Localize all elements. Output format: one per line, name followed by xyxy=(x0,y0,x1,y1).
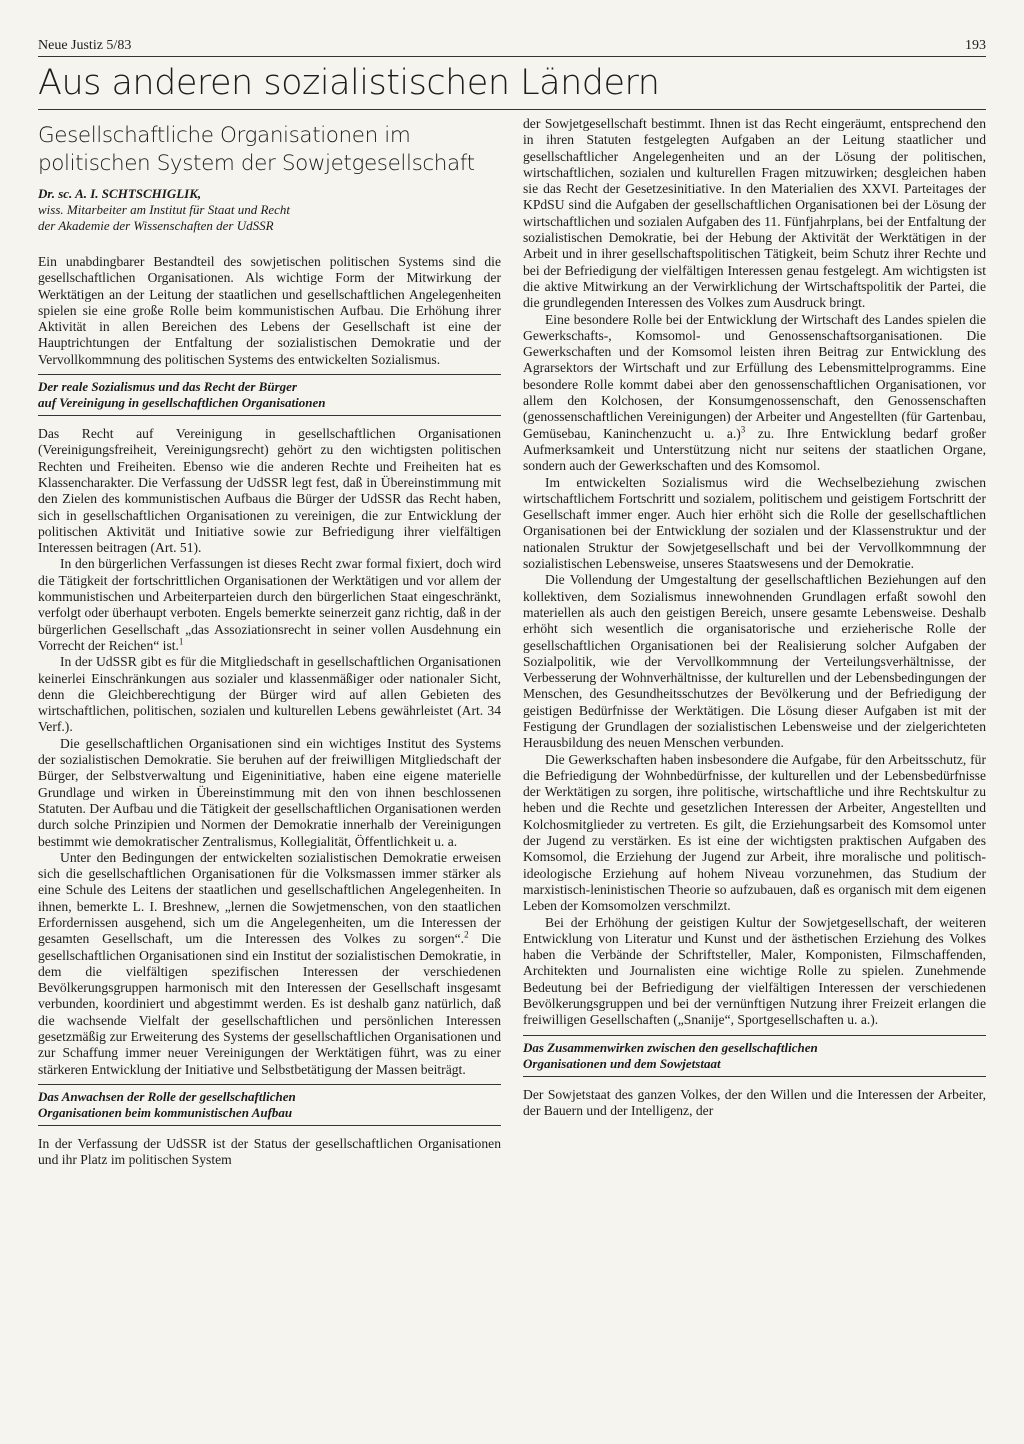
journal-issue: Neue Justiz 5/83 xyxy=(38,38,132,53)
document-page xyxy=(38,38,986,1430)
body-paragraph: Eine besondere Rolle bei der Entwicklung der Wirtschaft des Landes spielen die Gewerkschafts-, Komsomol- und Genossenschaftsorganisationen. Die Gewerkschaften und der Komsomol leisten ihren Beitrag zur Entwicklung des Agrarsektors der Wirtschaft und zur Erfüllung des Lebensmittelprogramms. Eine besondere Rolle kommt dabei aber den genossenschaftlichen Organisationen, vor allem den Kolchosen, der Konsumgenossenschaft, den Genossenschaften (genossenschaftlichen Vereinigungen) der Arbeiter und Angestellten (für Gartenbau, Gemüsebau, Kaninchenzucht u. a.)$^3$ zu. Ihre Entwicklung bedarf großer Aufmerksamkeit und Unterstützung nicht nur seitens der staatlichen Organe, sondern auch der Gewerkschaften und des Komsomol. xyxy=(523,311,986,474)
body-paragraph: Die Gewerkschaften haben insbesondere die Aufgabe, für den Arbeitsschutz, für die Befriedigung der Wohnbedürfnisse, der kulturellen und der Lebensbedürfnisse der Werktätigen zu sorgen, ihre politische, wirtschaftliche und ihre Rechtskultur zu heben und die Rechte und gesetzlichen Interessen der Arbeiter, Angestellten und Kolchosmitglieder zu vertreten. Es gilt, die Erziehungsarbeit des Komsomol unter der Jugend zu verstärken. Es ist eine der wichtigsten praktischen Aufgaben des Komsomol, die Erziehung der Jugend zur Arbeit, ihre moralische und politisch-ideologische Erziehung auf hohem Niveau vorzunehmen, das Studium der marxistisch-leninistischen Theorie so aufzubauen, daß es organisch mit dem eigenen Leben der Komsomolzen verschmilzt. xyxy=(523,751,986,914)
body-paragraph: Unter den Bedingungen der entwickelten sozialistischen Demokratie erweisen sich die gesellschaftlichen Organisationen für die Volksmassen immer stärker als eine Schule des Leitens der staatlichen und gesellschaftlichen Angelegenheiten. In ihnen, bemerkte L. I. Breshnew, „lernen die Sowjetmenschen, von den staatlichen Erfordernissen ausgehend, sich um die Angelegenheiten, um die Interessen der gesamten Gesellschaft, um die Interessen des Volkes zu sorgen“.$^2$ Die gesellschaftlichen Organisationen sind ein Institut der sozialistischen Demokratie, in dem die vielfältigen spezifischen Interessen der verschiedenen Bevölkerungsgruppen harmonisch mit den Interessen der Gesellschaft insgesamt verbunden, koordiniert und abgestimmt werden. Es ist deshalb ganz natürlich, daß die wachsende Vielfalt der gesellschaftlichen und persönlichen Interessen gesetzmäßig zur Erweiterung des Systems der gesellschaftlichen Organisationen und zur Schaffung immer neuer Vereinigungen der Werktätigen führt, was zu einer stärkeren Entwicklung der Initiative und Selbstbetätigung der Massen beiträgt. xyxy=(38,849,501,1077)
article-title xyxy=(38,122,501,178)
article-title-line: politischen System der Sowjetgesellschaft xyxy=(38,151,475,176)
body-paragraph: Bei der Erhöhung der geistigen Kultur der Sowjetgesellschaft, der weiteren Entwicklung von Literatur und Kunst und der ästhetischen Erziehung des Volkes haben die Verbände der Schriftsteller, Maler, Komponisten, Filmschaffenden, Architekten und Journalisten eine wichtige Rolle zu spielen. Zunehmende Bedeutung bei der Befriedigung der vielfältigen Interessen der verschiedenen Bevölkerungsgruppen und bei der vernünftigen Nutzung ihrer Freizeit erlangen die freiwilligen Gesellschaften („Snanije“, Sportgesellschaften u. a.). xyxy=(523,914,986,1028)
subheading-line: Der reale Sozialismus und das Recht der Bürger xyxy=(38,379,297,395)
subheading-line: Organisationen beim kommunistischen Aufbau xyxy=(38,1104,293,1120)
section-title: Aus anderen sozialistischen Ländern xyxy=(38,63,986,110)
subheading-line: Das Anwachsen der Rolle der gesellschaftlichen xyxy=(38,1088,296,1104)
footnote-ref: 1 xyxy=(178,636,184,647)
body-paragraph: In der UdSSR gibt es für die Mitgliedschaft in gesellschaftlichen Organisationen keinerlei Einschränkungen aus sozialer und klassenmäßiger oder nationaler Sicht, denn die Gleichberechtigung der Bürger wird auf allen Gebieten des wirtschaftlichen, politischen, sozialen und kulturellen Lebens gewährleistet (Art. 34 Verf.). xyxy=(38,654,501,735)
intro-paragraph: Ein unabdingbarer Bestandteil des sowjetischen politischen Systems sind die gesellschaftlichen Organisationen. Als wichtige Form der Mitwirkung der Werktätigen an der Leitung der staatlichen und gesellschaftlichen Angelegenheiten spielen sie eine große Rolle beim kommunistischen Aufbau. Die Erhöhung ihrer Aktivität in allen Bereichen des Lebens der Gesellschaft ist eine der Hauptrichtungen der Entfaltung der sozialistischen Demokratie und der Vervollkommnung des politischen Systems des entwickelten Sozialismus. xyxy=(38,254,501,367)
page-number: 193 xyxy=(965,38,986,53)
article-title-line: Gesellschaftliche Organisationen im xyxy=(38,123,411,148)
body-paragraph: Das Recht auf Vereinigung in gesellschaftlichen Organisationen (Vereinigungsfreiheit, Vereinigungsrecht) gehört zu den wichtigsten politischen Rechten und Freiheiten. Ebenso wie die anderen Rechte und Freiheiten hat es Klassencharakter. Die Verfassung der UdSSR legt fest, daß in Übereinstimmung mit den Zielen des kommunistischen Aufbaus die Bürger der UdSSR das Recht haben, sich in gesellschaftlichen Organisationen zu vereinigen, die zur Entwicklung der politischen Aktivität und Initiative sowie zur Befriedigung ihrer vielfältigen Interessen beitragen (Art. 51). xyxy=(38,426,501,556)
body-paragraph: Der Sowjetstaat des ganzen Volkes, der den Willen und die Interessen der Arbeiter, der Bauern und der Intelligenz, der xyxy=(523,1086,986,1118)
author-affiliation: wiss. Mitarbeiter am Institut für Staat und Recht xyxy=(38,202,291,217)
running-head xyxy=(38,38,986,57)
footnote-ref: 2 xyxy=(464,929,469,940)
author-block xyxy=(38,186,501,234)
body-paragraph: In der Verfassung der UdSSR ist der Status der gesellschaftlichen Organisationen und ihr Platz im politischen System xyxy=(38,1135,501,1168)
body-paragraph: der Sowjetgesellschaft bestimmt. Ihnen ist das Recht eingeräumt, entsprechend den in ihren Statuten festgelegten Aufgaben an der Leitung staatlicher und gesellschaftlicher Angelegenheiten und an der Lösung der politischen, wirtschaftlichen, sozialen und kulturellen Fragen mitzuwirken; desgleichen haben sie das Recht der Gesetzesinitiative. In den Materialien des XXVI. Parteitages der KPdSU sind die Aufgaben der gesellschaftlichen Organisationen bei der Lösung der wirtschaftlichen und sozialen Aufgaben des 11. Fünfjahrplans, bei der Entfaltung der sozialistischen Demokratie, bei der Hebung der Aktivität der Werktätigen in der Arbeit und in ihrer gesellschaftspolitischen Tätigkeit, beim Schutz ihrer Rechte und bei der Befriedigung der vielfältigen Interessen genau festgelegt. Am wichtigsten ist die aktive Mitwirkung an der Verwirklichung der Wirtschaftspolitik der Partei, die die grundlegenden Interessen des Volkes zum Ausdruck bringt. xyxy=(523,116,986,311)
right-column xyxy=(523,116,986,1169)
subheading xyxy=(38,374,501,416)
subheading xyxy=(523,1035,986,1077)
body-paragraph: Die gesellschaftlichen Organisationen sind ein wichtiges Institut des Systems der sozialistischen Demokratie. Sie beruhen auf der freiwilligen Mitgliedschaft der Bürger, der Selbstverwaltung und Eigeninitiative, haben eine eigene materielle Grundlage und wirken in Übereinstimmung mit den von ihnen beschlossenen Statuten. Der Aufbau und die Tätigkeit der gesellschaftlichen Organisationen werden durch solche Prinzipien und Normen der Demokratie innerhalb der Vereinigungen bestimmt wie demokratischer Zentralismus, Kollegialität, Öffentlichkeit u. a. xyxy=(38,735,501,849)
subheading-line: auf Vereinigung in gesellschaftlichen Organisationen xyxy=(38,395,326,411)
body-paragraph: In den bürgerlichen Verfassungen ist dieses Recht zwar formal fixiert, doch wird die Tätigkeit der fortschrittlichen Organisationen der Werktätigen und vor allem der kommunistischen und Arbeiterparteien durch den bürgerlichen Staat eingeschränkt, verfolgt oder überhaupt verboten. Engels bemerkte seinerzeit ganz richtig, daß in der bürgerlichen Gesellschaft „das Assoziationsrecht in seiner vollen Ausdehnung ein Vorrecht der Reichen“ ist.$^1$ xyxy=(38,556,501,653)
subheading-line: Organisationen und dem Sowjetstaat xyxy=(523,1055,721,1071)
footnote-ref: 3 xyxy=(740,424,746,435)
body-paragraph: Die Vollendung der Umgestaltung der gesellschaftlichen Beziehungen auf den kollektiven, dem Sozialismus innewohnenden Grundlagen erfaßt sowohl den materiellen als auch den geistigen Bereich, unsere gesamte Lebensweise. Deshalb erhöht sich wesentlich die organisatorische und erzieherische Rolle der gesellschaftlichen Organisationen bei der Realisierung solcher Aufgaben der Sozialpolitik, wie der Vervollkommnung der Verteilungsverhältnisse, der Verbesserung der Wohnverhältnisse, der kulturellen und der Lebensbedingungen der Menschen, des Gesundheitsschutzes der Bevölkerung und der Befriedigung der geistigen Bedürfnisse der Werktätigen. Die Lösung dieser Aufgaben ist mit der Festigung der Grundlagen der sozialistischen Lebensweise und der zielgerichteten Herausbildung des neuen Menschen verbunden. xyxy=(523,572,986,751)
author-affiliation: der Akademie der Wissenschaften der UdSSR xyxy=(38,218,274,233)
body-paragraph: Im entwickelten Sozialismus wird die Wechselbeziehung zwischen wirtschaftlichem Fortschritt und sozialem, politischem und geistigem Fortschritt der Gesellschaft immer enger. Auch hier erhöht sich die Rolle der gesellschaftlichen Organisationen bei der Entwicklung der sozialen und der Klassenstruktur und der nationalen Struktur der Sowjetgesellschaft und bei der Vervollkommnung der sozialistischen Lebensweise, unseres Staatswesens und der Demokratie. xyxy=(523,474,986,572)
subheading-line: Das Zusammenwirken zwischen den gesellschaftlichen xyxy=(523,1039,818,1055)
left-column xyxy=(38,116,501,1169)
subheading xyxy=(38,1084,501,1126)
author-name: Dr. sc. A. I. SCHTSCHIGLIK, xyxy=(38,186,202,201)
two-column-body xyxy=(38,116,986,1169)
